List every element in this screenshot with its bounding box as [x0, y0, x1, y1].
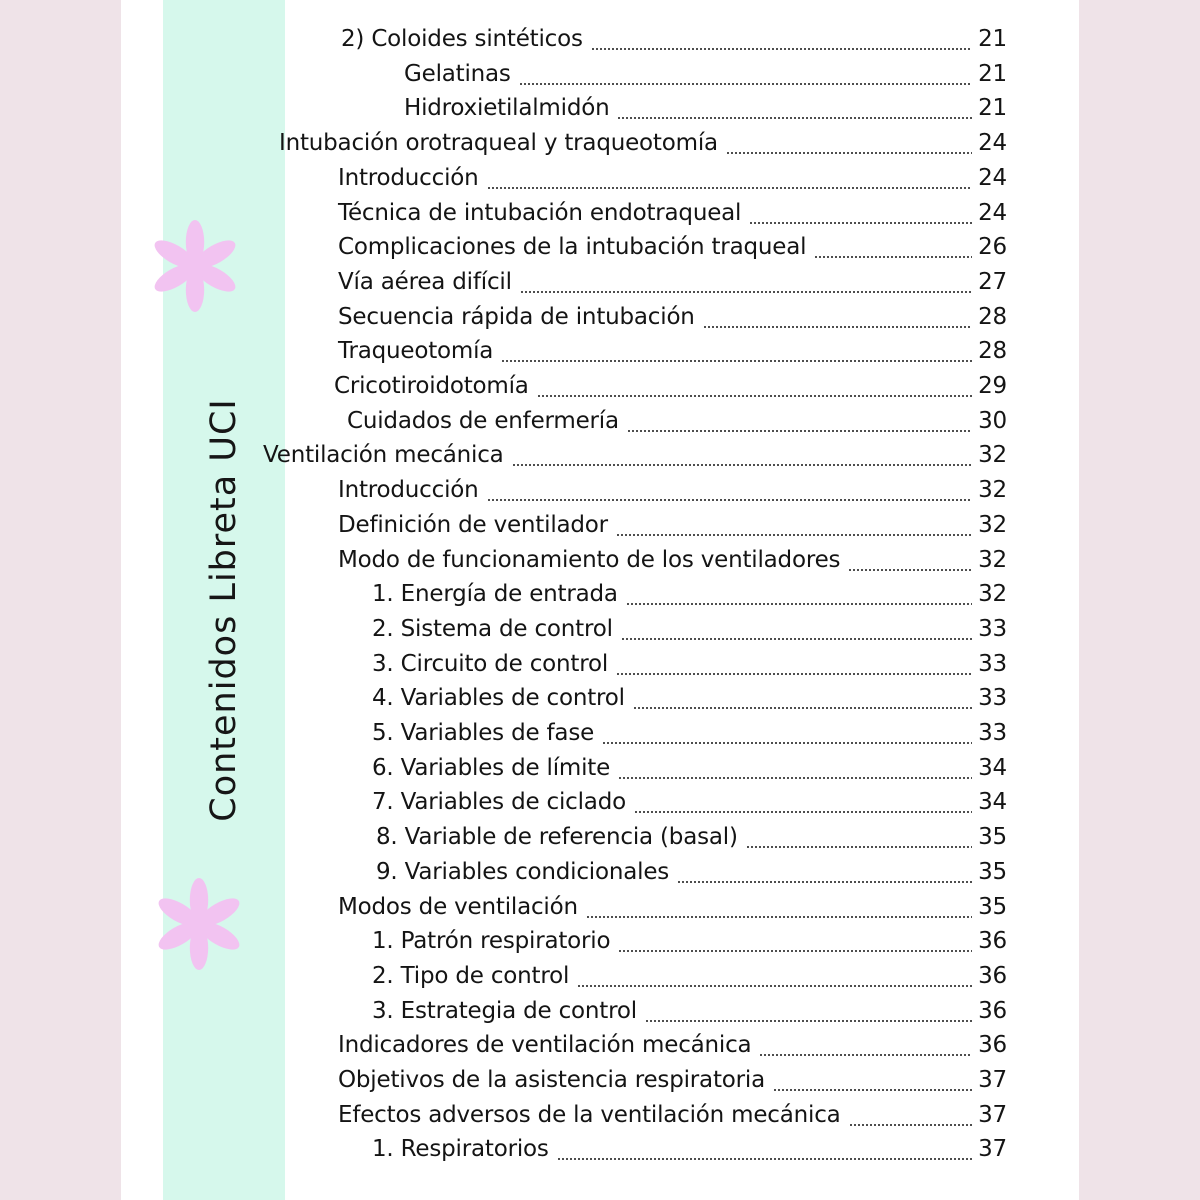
- toc-dot-leader: [520, 291, 972, 293]
- toc-entry-page: 37: [978, 1067, 1007, 1093]
- toc-entry-page: 37: [978, 1101, 1007, 1128]
- toc-dot-leader: [616, 673, 972, 675]
- toc-entry-label: Modo de funcionamiento de los ventiladores: [338, 546, 841, 573]
- toc-entry-page: 30: [978, 407, 1007, 434]
- toc-dot-leader: [626, 603, 972, 605]
- toc-dot-leader: [617, 117, 972, 119]
- toc-dot-leader: [849, 1124, 973, 1126]
- toc-dot-leader: [616, 534, 972, 536]
- toc-entry-page: 34: [978, 754, 1007, 781]
- toc-entry-label: 3. Estrategia de control: [372, 997, 637, 1024]
- toc-entry-page: 34: [978, 789, 1007, 816]
- toc-entry-label: Cricotiroidotomía: [334, 373, 529, 399]
- toc-entry: [338, 338, 1007, 372]
- toc-entry: [376, 859, 1007, 893]
- toc-dot-leader: [557, 1158, 972, 1160]
- toc-dot-leader: [501, 360, 972, 362]
- toc-dot-leader: [627, 430, 972, 432]
- toc-entry: [376, 824, 1007, 858]
- toc-dot-leader: [602, 742, 972, 744]
- toc-dot-leader: [749, 222, 972, 224]
- toc-entry: [347, 408, 1007, 442]
- toc-dot-leader: [618, 950, 972, 952]
- toc-entry-page: 21: [978, 60, 1007, 87]
- toc-entry-label: Secuencia rápida de intubación: [338, 303, 695, 330]
- toc-entry-page: 36: [978, 1032, 1007, 1059]
- toc-entry: [263, 442, 1007, 476]
- toc-entry-page: 27: [978, 268, 1007, 295]
- toc-entry-page: 33: [978, 685, 1007, 712]
- toc-entry: [334, 373, 1007, 407]
- toc-entry: [338, 547, 1007, 581]
- toc-entry-page: 29: [978, 373, 1007, 399]
- toc-entry-label: 1. Respiratorios: [372, 1136, 549, 1163]
- toc-entry: [279, 130, 1007, 164]
- toc-entry-label: 1. Energía de entrada: [372, 581, 618, 608]
- toc-entry-page: 35: [978, 858, 1007, 885]
- toc-entry-label: Indicadores de ventilación mecánica: [338, 1032, 752, 1059]
- toc-entry-page: 21: [978, 95, 1007, 122]
- toc-dot-leader: [487, 499, 973, 501]
- toc-dot-leader: [586, 916, 972, 918]
- toc-entry-label: Complicaciones de la intubación traqueal: [338, 234, 807, 261]
- toc-entry: [338, 200, 1007, 234]
- document-page: [121, 0, 1079, 1200]
- toc-entry-page: 24: [978, 164, 1007, 191]
- toc-entry-page: 21: [978, 26, 1007, 52]
- toc-entry-label: Objetivos de la asistencia respiratoria: [338, 1067, 765, 1093]
- toc-entry: [372, 616, 1007, 650]
- toc-entry-page: 26: [978, 234, 1007, 261]
- toc-entry-page: 36: [978, 997, 1007, 1024]
- toc-entry: [372, 963, 1007, 997]
- toc-entry-label: Cuidados de enfermería: [347, 407, 619, 434]
- toc-entry: [338, 894, 1007, 928]
- toc-entry-label: Definición de ventilador: [338, 511, 608, 538]
- toc-entry: [338, 1032, 1007, 1066]
- toc-entry-page: 32: [978, 581, 1007, 608]
- toc-entry-label: Modos de ventilación: [338, 893, 578, 920]
- toc-entry-page: 28: [978, 303, 1007, 330]
- toc-entry-page: 36: [978, 962, 1007, 989]
- toc-dot-leader: [677, 881, 972, 883]
- toc-entry-label: Efectos adversos de la ventilación mecánica: [338, 1101, 841, 1128]
- toc-entry: [372, 581, 1007, 615]
- toc-entry-label: 1. Patrón respiratorio: [372, 928, 611, 955]
- toc-entry-page: 32: [978, 511, 1007, 538]
- toc-entry-page: 24: [978, 199, 1007, 226]
- toc-dot-leader: [814, 256, 972, 258]
- toc-entry-page: 24: [978, 130, 1007, 157]
- toc-dot-leader: [618, 777, 972, 779]
- toc-entry-label: Introducción: [338, 477, 479, 504]
- toc-entry-label: 6. Variables de límite: [372, 754, 611, 781]
- toc-entry: [372, 928, 1007, 962]
- toc-entry-page: 37: [978, 1136, 1007, 1163]
- toc-entry-page: 33: [978, 720, 1007, 746]
- toc-entry-page: 32: [978, 442, 1007, 469]
- toc-entry: [372, 720, 1007, 754]
- toc-entry: [372, 998, 1007, 1032]
- toc-dot-leader: [746, 846, 972, 848]
- toc-entry: [338, 1102, 1007, 1136]
- sidebar-title: Contenidos Libreta UCI: [204, 398, 244, 822]
- toc-entry-label: Hidroxietilalmidón: [404, 95, 610, 122]
- toc-dot-leader: [726, 152, 972, 154]
- toc-entry-label: Ventilación mecánica: [263, 442, 504, 469]
- toc-dot-leader: [633, 707, 972, 709]
- toc-entry-page: 32: [978, 546, 1007, 573]
- toc-entry: [341, 26, 1007, 60]
- toc-dot-leader: [645, 1020, 972, 1022]
- toc-entry-page: 33: [978, 615, 1007, 642]
- toc-entry-page: 28: [978, 338, 1007, 365]
- toc-dot-leader: [848, 569, 972, 571]
- toc-entry-label: Vía aérea difícil: [338, 268, 512, 295]
- toc-entry-label: Intubación orotraqueal y traqueotomía: [279, 130, 718, 157]
- toc-entry-label: 7. Variables de ciclado: [372, 789, 626, 816]
- toc-dot-leader: [703, 326, 972, 328]
- toc-entry-page: 32: [978, 477, 1007, 504]
- toc-entry-label: 4. Variables de control: [372, 685, 625, 712]
- toc-entry-label: Técnica de intubación endotraqueal: [338, 199, 742, 226]
- toc-entry: [372, 651, 1007, 685]
- toc-entry: [404, 61, 1007, 95]
- toc-entry: [338, 1067, 1007, 1101]
- toc-entry: [372, 755, 1007, 789]
- toc-entry: [372, 789, 1007, 823]
- toc-entry: [338, 304, 1007, 338]
- toc-entry: [404, 95, 1007, 129]
- toc-entry: [338, 269, 1007, 303]
- toc-dot-leader: [773, 1089, 972, 1091]
- toc-dot-leader: [634, 811, 972, 813]
- toc-entry: [338, 234, 1007, 268]
- toc-entry-label: Introducción: [338, 164, 479, 191]
- toc-entry-label: 3. Circuito de control: [372, 650, 609, 677]
- table-of-contents: [121, 0, 1079, 1200]
- toc-dot-leader: [519, 83, 972, 85]
- toc-entry: [338, 512, 1007, 546]
- toc-entry-label: Traqueotomía: [338, 338, 494, 365]
- toc-entry-label: 2. Sistema de control: [372, 615, 613, 642]
- toc-entry-label: 2. Tipo de control: [372, 962, 570, 989]
- toc-entry-label: 9. Variables condicionales: [376, 858, 670, 885]
- toc-dot-leader: [487, 187, 973, 189]
- toc-entry-label: 8. Variable de referencia (basal): [376, 824, 738, 851]
- toc-dot-leader: [591, 48, 972, 50]
- toc-entry-label: 5. Variables de fase: [372, 720, 595, 746]
- toc-dot-leader: [577, 985, 972, 987]
- toc-entry: [338, 165, 1007, 199]
- toc-entry-page: 35: [978, 824, 1007, 851]
- toc-entry: [372, 685, 1007, 719]
- toc-entry-label: 2) Coloides sintéticos: [341, 26, 583, 52]
- toc-entry-page: 33: [978, 650, 1007, 677]
- toc-entry: [338, 477, 1007, 511]
- toc-entry-page: 35: [978, 893, 1007, 920]
- toc-dot-leader: [537, 395, 972, 397]
- toc-entry-page: 36: [978, 928, 1007, 955]
- toc-entry-label: Gelatinas: [404, 60, 511, 87]
- toc-dot-leader: [621, 638, 972, 640]
- toc-dot-leader: [759, 1054, 972, 1056]
- toc-dot-leader: [512, 464, 973, 466]
- toc-entry: [372, 1136, 1007, 1170]
